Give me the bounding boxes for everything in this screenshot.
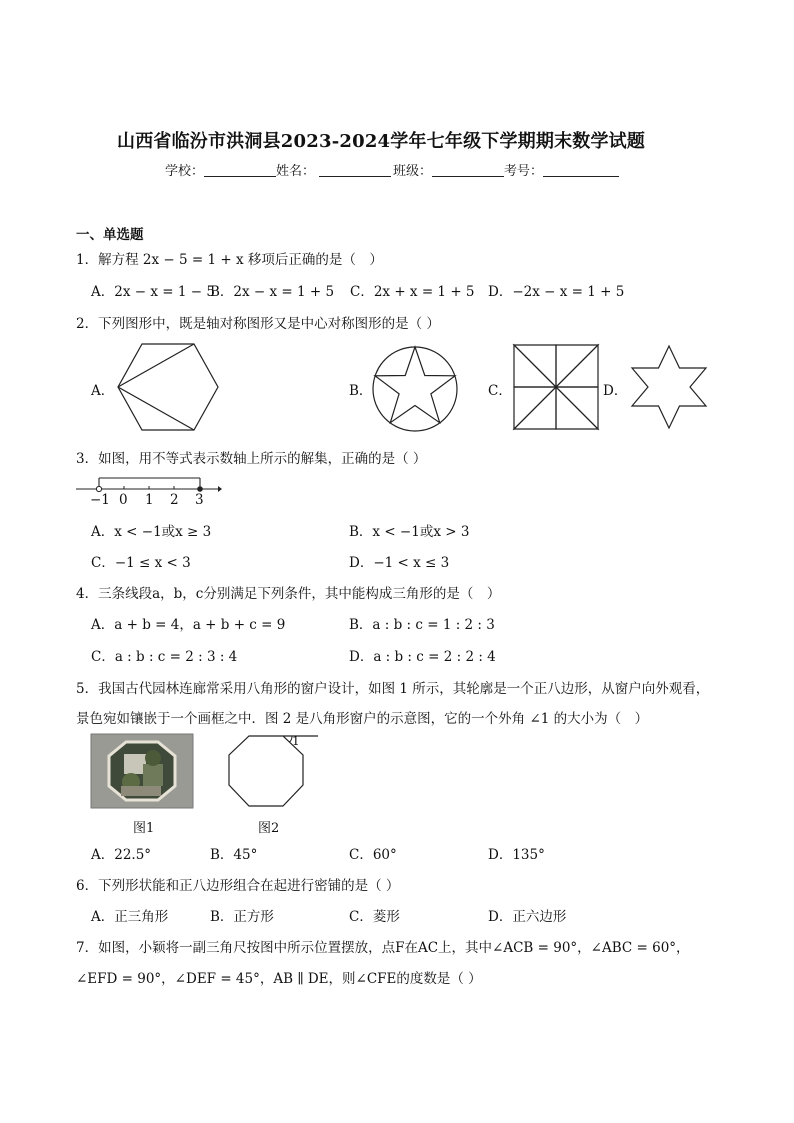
q1-option-a[interactable]: A．2x − x = 1 − 5 — [91, 284, 215, 300]
fig2-caption: 图2 — [258, 821, 280, 836]
q2-figure-a-hexagon — [110, 340, 222, 434]
q6-option-d[interactable]: D．正六边形 — [488, 909, 567, 925]
q2-figure-b-star-circle — [370, 344, 460, 434]
q3-tick-neg1: −1 — [90, 492, 110, 508]
q5-option-c[interactable]: C．60° — [349, 847, 397, 863]
question-7-stem-line1: 7．如图，小颖将一副三角尺按图中所示位置摆放，点F在AC上，其中∠ACB = 90°，∠ABC = 60°， — [76, 940, 690, 956]
q6-option-b[interactable]: B．正方形 — [210, 909, 274, 925]
q2-option-b[interactable]: B． — [349, 383, 373, 399]
q3-option-a[interactable]: A．x < −1或x ≥ 3 — [91, 524, 212, 540]
q3-tick-1: 1 — [145, 492, 154, 508]
class-blank[interactable] — [432, 163, 504, 177]
question-4-stem: 4．三条线段a，b，c分别满足下列条件，其中能构成三角形的是（ ） — [76, 586, 501, 602]
q3-tick-0: 0 — [119, 492, 128, 508]
question-5-stem-line1: 5．我国古代园林连廊常采用八角形的窗户设计，如图 1 所示，其轮廓是一个正八边形，从窗户向外观看， — [76, 681, 710, 697]
q1-option-b[interactable]: B．2x − x = 1 + 5 — [210, 284, 335, 300]
q4-option-d[interactable]: D．a : b : c = 2 : 2 : 4 — [349, 649, 496, 665]
q4-option-a[interactable]: A．a + b = 4，a + b + c = 9 — [91, 617, 286, 633]
question-7-stem-line2: ∠EFD = 90°，∠DEF = 45°，AB ∥ DE，则∠CFE的度数是（ ） — [76, 971, 482, 987]
fig1-caption: 图1 — [133, 821, 155, 836]
q5-window-photo — [91, 734, 193, 808]
q2-figure-c-pinwheel — [512, 343, 600, 431]
q1-option-d[interactable]: D．−2x − x = 1 + 5 — [488, 284, 625, 300]
id-blank[interactable] — [543, 163, 619, 177]
q2-option-c[interactable]: C． — [488, 383, 512, 399]
question-2-stem: 2．下列图形中，既是轴对称图形又是中心对称图形的是（ ） — [76, 316, 440, 332]
q2-option-a[interactable]: A． — [91, 383, 115, 399]
class-label: 班级： — [393, 164, 433, 179]
question-6-stem: 6．下列形状能和正八边形组合在起进行密铺的是（ ） — [76, 878, 400, 894]
question-5-stem-line2: 景色宛如镶嵌于一个画框之中．图 2 是八角形窗户的示意图，它的一个外角 ∠1 的大小为（ ） — [76, 711, 649, 727]
q1-option-c[interactable]: C．2x + x = 1 + 5 — [350, 284, 475, 300]
info-fields — [165, 160, 619, 179]
angle-1-label: 1 — [292, 734, 300, 748]
name-label: 姓名： — [276, 164, 316, 179]
q3-option-c[interactable]: C．−1 ≤ x < 3 — [91, 555, 191, 571]
q3-option-b[interactable]: B．x < −1或x > 3 — [349, 524, 470, 540]
id-label: 考号： — [504, 164, 544, 179]
q2-figure-d-hexagram — [624, 344, 714, 430]
q5-octagon-diagram — [225, 733, 321, 809]
page-title: 山西省临汾市洪洞县2023-2024学年七年级下学期期末数学试题 — [117, 131, 646, 152]
q3-option-d[interactable]: D．−1 < x ≤ 3 — [349, 555, 450, 571]
school-blank[interactable] — [204, 163, 276, 177]
section-heading: 一、单选题 — [76, 227, 144, 243]
question-1-stem: 1．解方程 2x − 5 = 1 + x 移项后正确的是（ ） — [76, 252, 383, 268]
q3-tick-3: 3 — [195, 492, 204, 508]
q4-option-b[interactable]: B．a : b : c = 1 : 2 : 3 — [349, 617, 495, 633]
q5-option-a[interactable]: A．22.5° — [91, 847, 152, 863]
q2-option-d[interactable]: D． — [603, 383, 628, 399]
q5-option-d[interactable]: D．135° — [488, 847, 545, 863]
name-blank[interactable] — [319, 163, 391, 177]
question-3-stem: 3．如图，用不等式表示数轴上所示的解集，正确的是（ ） — [76, 451, 427, 467]
q6-option-c[interactable]: C．菱形 — [349, 909, 400, 925]
q6-option-a[interactable]: A．正三角形 — [91, 909, 169, 925]
q4-option-c[interactable]: C．a : b : c = 2 : 3 : 4 — [91, 649, 238, 665]
q5-option-b[interactable]: B．45° — [210, 847, 258, 863]
q3-tick-2: 2 — [170, 492, 179, 508]
school-label: 学校： — [165, 164, 205, 179]
